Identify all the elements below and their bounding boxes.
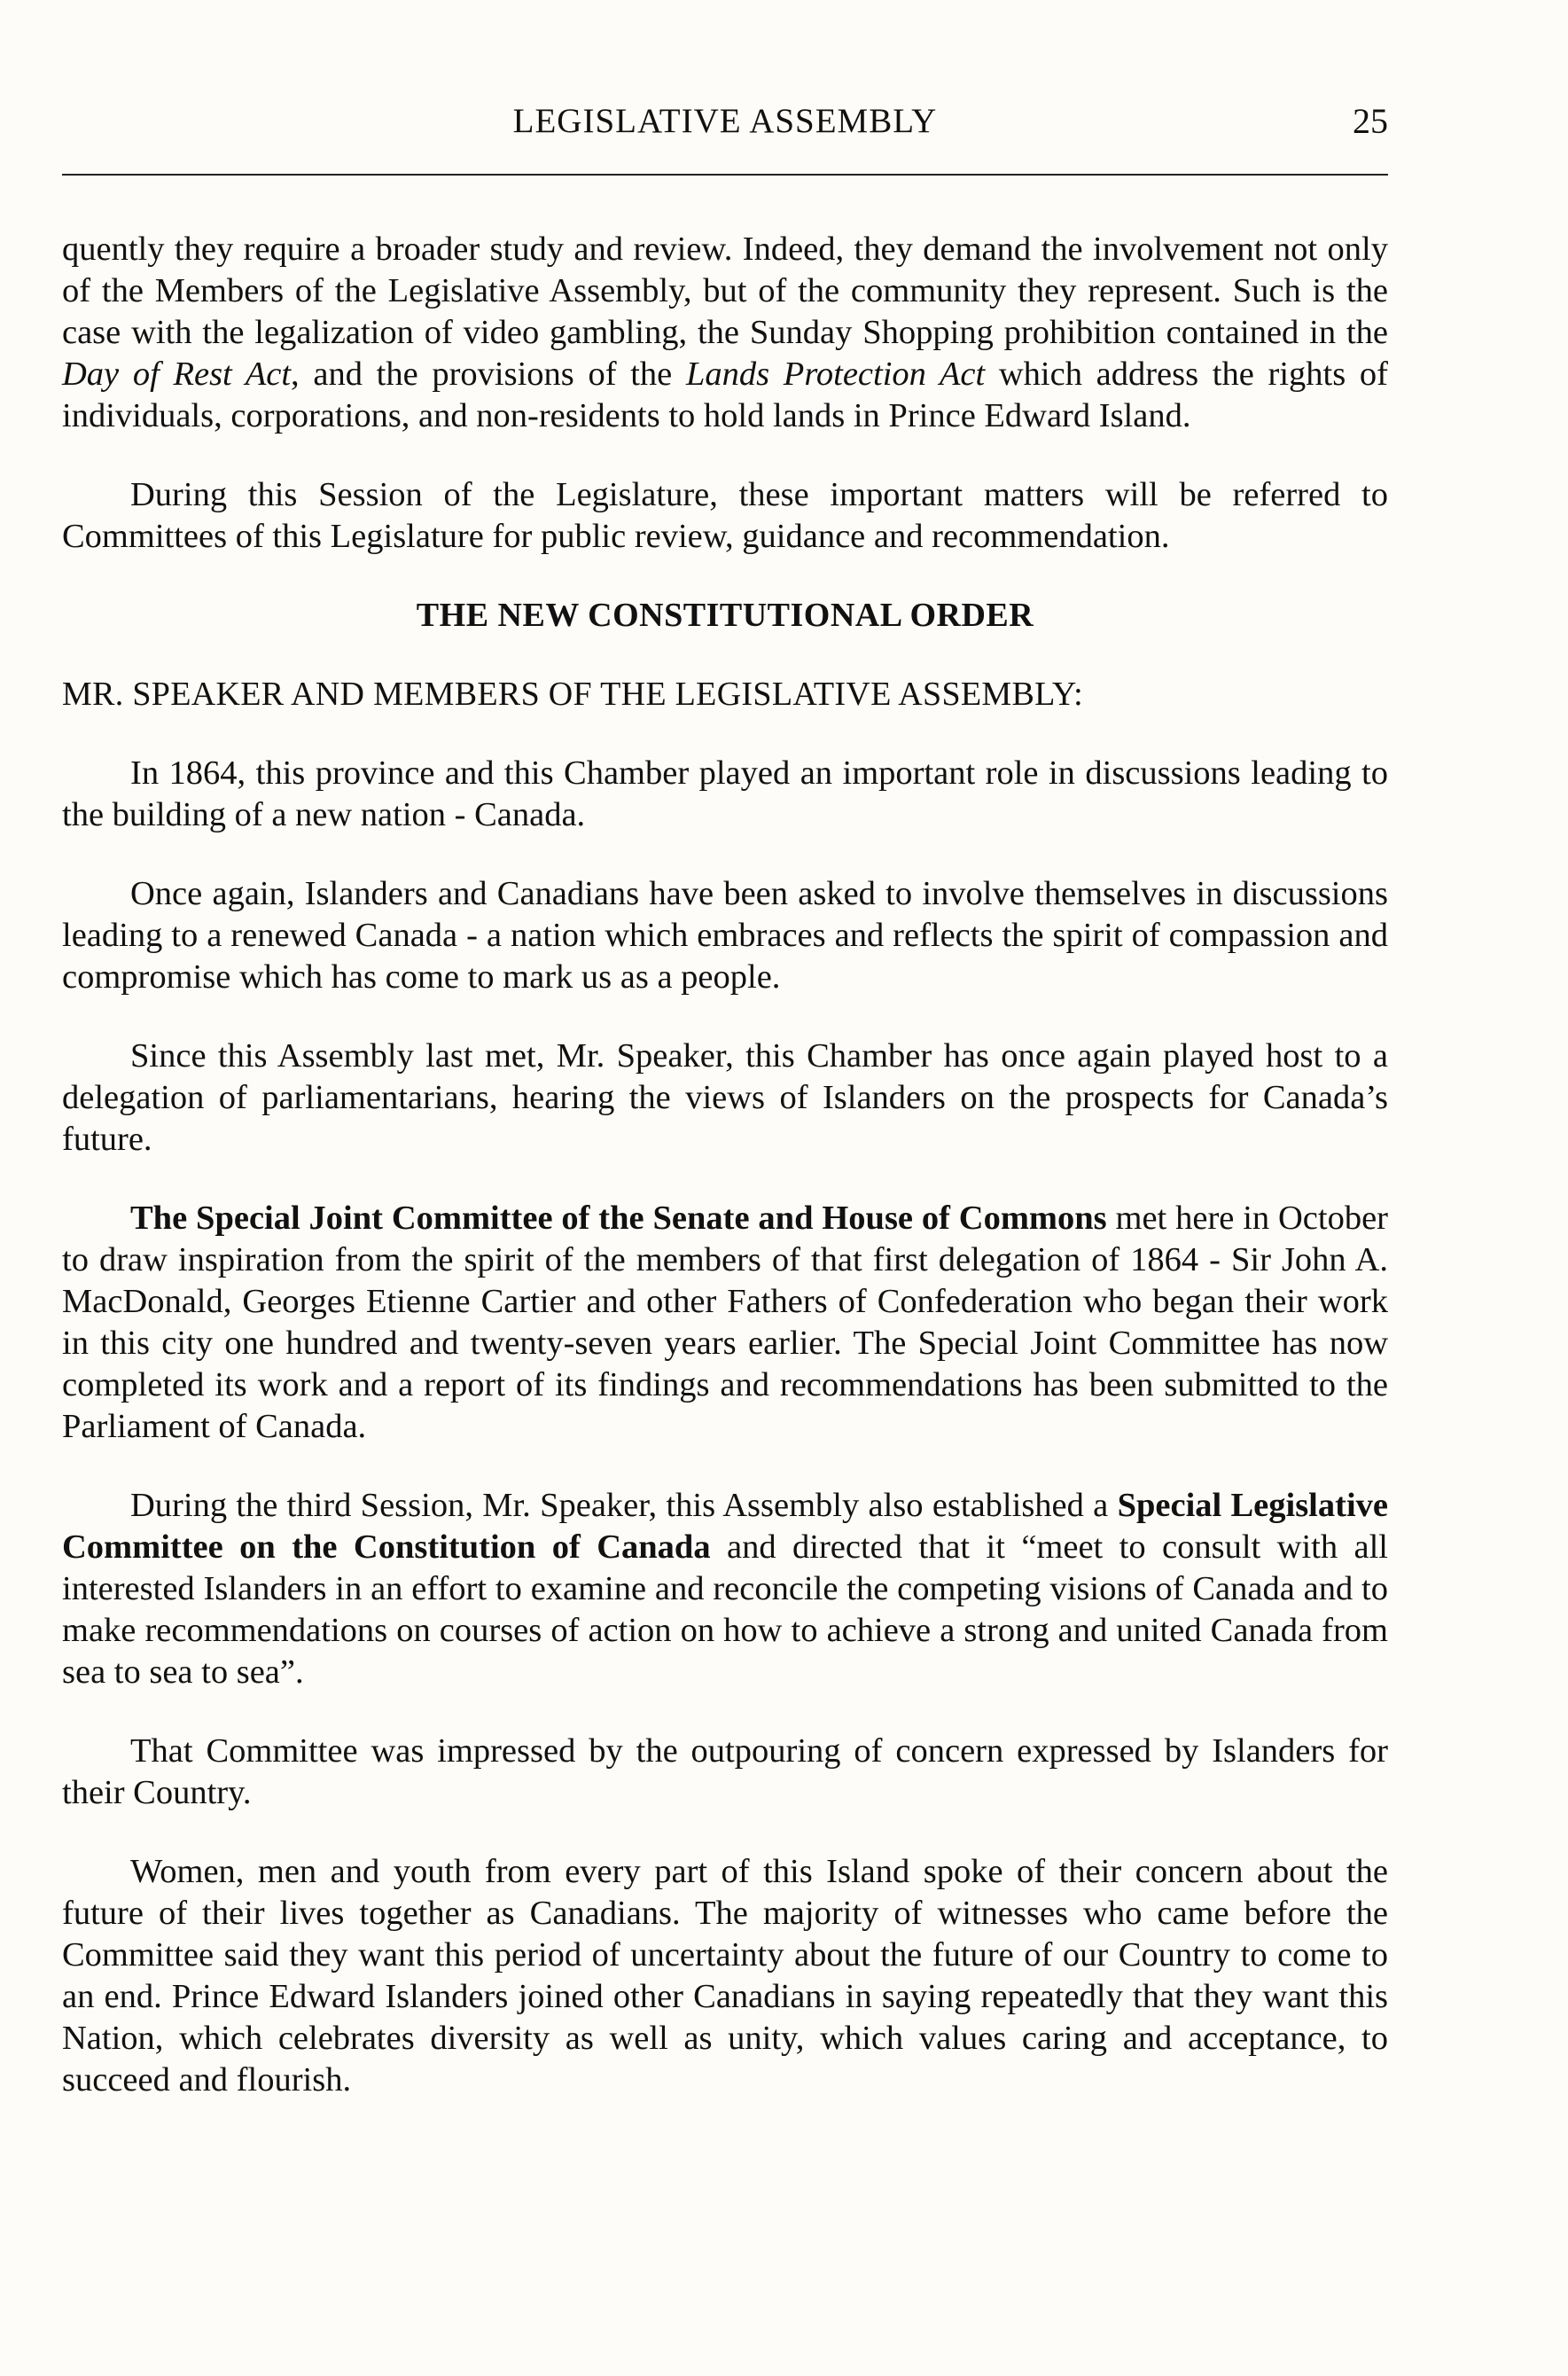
page-body bbox=[62, 229, 1388, 2138]
speaker-address: MR. SPEAKER AND MEMBERS OF THE LEGISLATIVE ASSEMBLY: bbox=[62, 676, 1083, 713]
header-rule bbox=[62, 174, 1388, 176]
day-of-rest-act-title: Day of Rest Act bbox=[62, 356, 292, 393]
section-heading: THE NEW CONSTITUTIONAL ORDER bbox=[416, 597, 1034, 634]
lands-protection-act-title: Lands Protection Act bbox=[685, 356, 986, 393]
p7-text-c: and directed that it “meet to consult with all interested Islanders in an effort to examine and reconcile the competing visions of Canada and to make recommendations on courses of action on how to achieve a strong and united Canada from sea to sea to sea”. bbox=[62, 1528, 1388, 1691]
paragraph-continuation bbox=[62, 229, 1388, 437]
p6-text-b: met here in October to draw inspiration from the spirit of the members of that first delegation of 1864 - Sir John A. MacDonald, Georges Etienne Cartier and other Fathers of Confederation who began their work in this city one hundred and twenty-seven years earlier. The Special Joint Committee has now completed its work and a report of its findings and recommendations has been submitted to the Parliament of Canada. bbox=[62, 1200, 1389, 1445]
paragraph-third-session bbox=[62, 1485, 1388, 1693]
paragraph-special-joint-committee bbox=[62, 1198, 1388, 1448]
running-head: LEGISLATIVE ASSEMBLY bbox=[512, 102, 938, 140]
special-joint-committee-name: The Special Joint Committee of the Senate and House of Commons bbox=[130, 1200, 1107, 1237]
p7-text-a: During the third Session, Mr. Speaker, this Assembly also established a bbox=[130, 1487, 1118, 1524]
paragraph-women-men-youth: Women, men and youth from every part of this Island spoke of their concern about the future of their lives together as Canadians. The majority of witnesses who came before the Committee said they want this period of uncertainty about the future of our Country to come to an end. Prince Edward Islanders joined other Canadians in saying repeatedly that they want this Nation, which celebrates diversity as well as unity, which values caring and acceptance, to succeed and flourish. bbox=[62, 1853, 1388, 2099]
paragraph-session-referral: During this Session of the Legislature, these important matters will be referred to Committees of this Legislature for public review, guidance and recommendation. bbox=[62, 476, 1388, 555]
p1-text-c: , and the provisions of the bbox=[291, 356, 686, 393]
paragraph-delegation: Since this Assembly last met, Mr. Speaker, this Chamber has once again played host to a delegation of parliamentarians, hearing the views of Islanders on the prospects for Canada’s future. bbox=[62, 1037, 1388, 1158]
paragraph-committee-impressed: That Committee was impressed by the outpouring of concern expressed by Islanders for their Country. bbox=[62, 1732, 1388, 1811]
p1-text-e: which address the rights of individuals, corporations, and non-residents to hold lands in Prince Edward Island. bbox=[62, 356, 1388, 434]
paragraph-1864: In 1864, this province and this Chamber played an important role in discussions leading to the building of a new nation - Canada. bbox=[62, 754, 1388, 833]
paragraph-renewed-canada: Once again, Islanders and Canadians have been asked to involve themselves in discussions leading to a renewed Canada - a nation which embraces and reflects the spirit of compassion and compromise which has come to mark us as a people. bbox=[62, 875, 1388, 996]
page-number: 25 bbox=[1353, 101, 1388, 141]
p1-text-a: quently they require a broader study and review. Indeed, they demand the involvement not only of the Members of the Legislative Assembly, but of the community they represent. Such is the case with the legalization of video gambling, the Sunday Shopping prohibition contained in the bbox=[62, 231, 1388, 351]
page-header bbox=[62, 99, 1388, 144]
special-legislative-committee-name: Special Legislative Committee on the Constitution of Canada bbox=[62, 1487, 1388, 1566]
